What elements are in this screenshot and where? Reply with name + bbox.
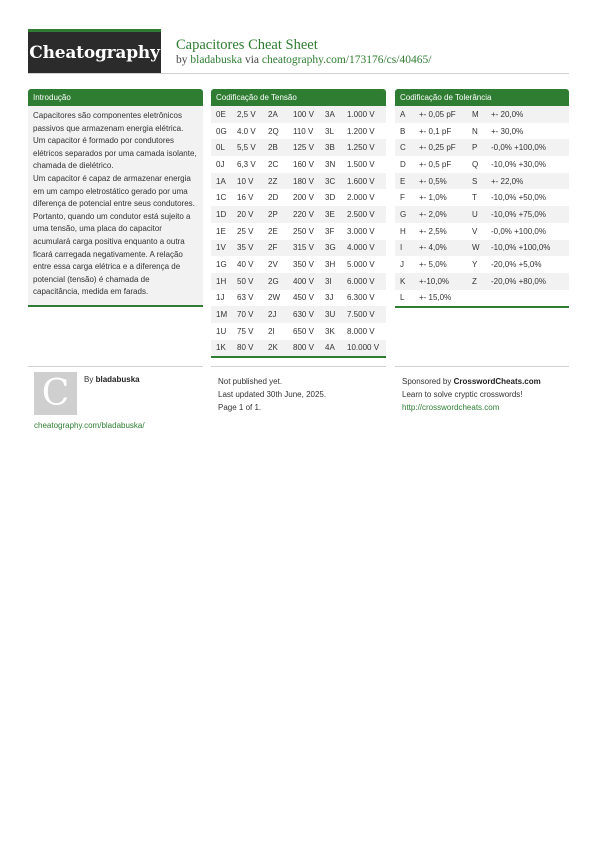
footer-divider <box>395 366 569 367</box>
table-cell: 80 V <box>232 340 263 357</box>
sponsor-url-link[interactable]: http://crosswordcheats.com <box>402 403 500 412</box>
table-cell: 3F <box>320 223 342 240</box>
intro-heading: Introdução <box>28 89 203 106</box>
table-cell: 1.000 V <box>342 106 386 123</box>
table-cell: V <box>467 223 486 240</box>
table-row <box>395 189 569 206</box>
table-cell: 3L <box>320 123 342 140</box>
table-cell: +- 0,25 pF <box>414 139 467 156</box>
table-cell: 3J <box>320 290 342 307</box>
table-cell: 1G <box>211 256 232 273</box>
table-cell: 0L <box>211 139 232 156</box>
table-cell <box>467 290 486 307</box>
table-cell: 7.500 V <box>342 306 386 323</box>
table-cell: +- 22,0% <box>486 173 569 190</box>
header-divider <box>28 73 569 74</box>
table-cell: 0J <box>211 156 232 173</box>
table-row <box>211 323 386 340</box>
table-cell: +- 15,0% <box>414 290 467 307</box>
table-cell: 1K <box>211 340 232 357</box>
table-row <box>395 223 569 240</box>
table-cell: 3D <box>320 189 342 206</box>
table-cell: C <box>395 139 414 156</box>
table-cell: 1.500 V <box>342 156 386 173</box>
table-cell: 2,5 V <box>232 106 263 123</box>
table-cell: 2E <box>263 223 288 240</box>
sponsor-name-link[interactable]: CrosswordCheats.com <box>453 377 541 386</box>
table-row <box>395 123 569 140</box>
cheatography-logo[interactable] <box>28 29 161 73</box>
table-cell: 350 V <box>288 256 320 273</box>
table-cell: 0G <box>211 123 232 140</box>
table-cell: 6.000 V <box>342 273 386 290</box>
table-cell: U <box>467 206 486 223</box>
table-cell: 1C <box>211 189 232 206</box>
table-row <box>395 206 569 223</box>
panel-bottom-rule <box>28 305 203 307</box>
table-cell: 1.200 V <box>342 123 386 140</box>
table-cell: E <box>395 173 414 190</box>
table-cell: L <box>395 290 414 307</box>
panel-bottom-rule <box>395 306 569 308</box>
logo-text: Cheatography <box>29 42 160 63</box>
table-row <box>211 123 386 140</box>
table-row <box>211 173 386 190</box>
table-cell: D <box>395 156 414 173</box>
table-cell: 3A <box>320 106 342 123</box>
table-cell: 10 V <box>232 173 263 190</box>
table-cell: +- 4,0% <box>414 240 467 257</box>
table-cell: 450 V <box>288 290 320 307</box>
tolerance-panel <box>395 89 569 308</box>
table-cell: 220 V <box>288 206 320 223</box>
table-cell: T <box>467 189 486 206</box>
table-cell: 2J <box>263 306 288 323</box>
table-cell: M <box>467 106 486 123</box>
footer-by-label: By <box>84 375 94 384</box>
table-cell: G <box>395 206 414 223</box>
table-cell: S <box>467 173 486 190</box>
table-row <box>211 290 386 307</box>
avatar-letter: C <box>41 372 70 414</box>
table-cell: 5.000 V <box>342 256 386 273</box>
table-cell: 3C <box>320 173 342 190</box>
table-cell: +- 0,05 pF <box>414 106 467 123</box>
table-cell: 2W <box>263 290 288 307</box>
table-cell: 5,5 V <box>232 139 263 156</box>
table-cell: H <box>395 223 414 240</box>
table-row <box>395 139 569 156</box>
table-cell: I <box>395 240 414 257</box>
table-cell: 4.0 V <box>232 123 263 140</box>
table-cell: 2A <box>263 106 288 123</box>
table-cell: 2.000 V <box>342 189 386 206</box>
table-row <box>211 139 386 156</box>
table-row <box>211 106 386 123</box>
author-avatar[interactable] <box>34 372 77 415</box>
intro-panel <box>28 89 203 307</box>
table-cell: 200 V <box>288 189 320 206</box>
table-cell: -10,0% +30,0% <box>486 156 569 173</box>
table-cell: 2G <box>263 273 288 290</box>
table-cell: 1H <box>211 273 232 290</box>
table-cell: 1E <box>211 223 232 240</box>
table-cell: Q <box>467 156 486 173</box>
table-cell: 800 V <box>288 340 320 357</box>
table-cell: 250 V <box>288 223 320 240</box>
table-cell: 3H <box>320 256 342 273</box>
table-cell: 2Q <box>263 123 288 140</box>
table-cell: 50 V <box>232 273 263 290</box>
table-cell: 75 V <box>232 323 263 340</box>
table-cell: 3B <box>320 139 342 156</box>
intro-body <box>28 106 203 305</box>
table-cell: 20 V <box>232 206 263 223</box>
table-cell: 2P <box>263 206 288 223</box>
footer-author <box>84 375 140 384</box>
table-cell: 70 V <box>232 306 263 323</box>
table-cell: 100 V <box>288 106 320 123</box>
page-title: Capacitores Cheat Sheet <box>176 37 318 53</box>
published-status: Not published yet. <box>218 377 283 386</box>
table-cell: 125 V <box>288 139 320 156</box>
table-cell: 3.000 V <box>342 223 386 240</box>
voltage-table <box>211 106 386 356</box>
table-cell: 1M <box>211 306 232 323</box>
table-cell: 10.000 V <box>342 340 386 357</box>
table-row <box>211 306 386 323</box>
table-cell: 315 V <box>288 240 320 257</box>
footer-divider <box>211 366 386 367</box>
table-row <box>211 256 386 273</box>
table-cell: +- 5,0% <box>414 256 467 273</box>
table-cell: 25 V <box>232 223 263 240</box>
table-cell: 2Z <box>263 173 288 190</box>
sheet-url-link[interactable]: cheatography.com/173176/cs/40465/ <box>261 54 432 66</box>
table-cell: -10,0% +50,0% <box>486 189 569 206</box>
intro-paragraph: Capacitores são componentes eletrônicos passivos que armazenam energia elétrica. <box>33 111 184 133</box>
panel-bottom-rule <box>211 356 386 358</box>
table-cell: 3E <box>320 206 342 223</box>
table-row <box>395 273 569 290</box>
table-cell: 1V <box>211 240 232 257</box>
table-cell: 2C <box>263 156 288 173</box>
table-cell: F <box>395 189 414 206</box>
table-cell: 4A <box>320 340 342 357</box>
author-link[interactable]: bladabuska <box>190 54 243 66</box>
publication-info <box>218 375 326 414</box>
page-count: Page 1 of 1. <box>218 403 262 412</box>
author-profile-link[interactable]: cheatography.com/bladabuska/ <box>34 421 145 430</box>
table-row <box>211 340 386 357</box>
table-cell: Y <box>467 256 486 273</box>
table-cell: 2F <box>263 240 288 257</box>
voltage-heading: Codificação de Tensão <box>211 89 386 106</box>
table-cell <box>486 290 569 307</box>
table-cell: +-10,0% <box>414 273 467 290</box>
table-cell: 650 V <box>288 323 320 340</box>
table-cell: 630 V <box>288 306 320 323</box>
table-cell: +- 1,0% <box>414 189 467 206</box>
table-cell: 2B <box>263 139 288 156</box>
table-row <box>395 240 569 257</box>
table-row <box>395 106 569 123</box>
table-cell: 4.000 V <box>342 240 386 257</box>
table-cell: -10,0% +100,0% <box>486 240 569 257</box>
table-cell: 160 V <box>288 156 320 173</box>
table-cell: 40 V <box>232 256 263 273</box>
table-cell: -20,0% +5,0% <box>486 256 569 273</box>
table-cell: 180 V <box>288 173 320 190</box>
table-cell: 400 V <box>288 273 320 290</box>
table-cell: +- 2,0% <box>414 206 467 223</box>
table-cell: 3N <box>320 156 342 173</box>
table-cell: J <box>395 256 414 273</box>
table-cell: 35 V <box>232 240 263 257</box>
table-cell: W <box>467 240 486 257</box>
table-cell: 3I <box>320 273 342 290</box>
table-cell: 8.000 V <box>342 323 386 340</box>
table-cell: -0,0% +100,0% <box>486 139 569 156</box>
table-cell: 0E <box>211 106 232 123</box>
table-row <box>395 290 569 307</box>
table-cell: 3U <box>320 306 342 323</box>
table-row <box>211 206 386 223</box>
table-cell: 1J <box>211 290 232 307</box>
table-row <box>395 156 569 173</box>
footer-divider <box>28 366 203 367</box>
intro-paragraph: Um capacitor é formado por condutores elétricos separados por uma camada isolante, chamada de dielétrico. <box>33 136 197 171</box>
byline <box>176 54 431 66</box>
table-row <box>211 273 386 290</box>
table-cell: K <box>395 273 414 290</box>
table-cell: 6.300 V <box>342 290 386 307</box>
table-row <box>211 223 386 240</box>
table-cell: +- 30,0% <box>486 123 569 140</box>
table-cell: -20,0% +80,0% <box>486 273 569 290</box>
table-cell: A <box>395 106 414 123</box>
table-row <box>211 240 386 257</box>
table-cell: 3K <box>320 323 342 340</box>
intro-paragraph: Um capacitor é capaz de armazenar energia em um campo eletrostático gerado por uma diferença de potencial entre seus condutores. Portanto, quando um condutor está sujeito a uma tensão, uma placa do capacitor acumulará carga positiva enquanto a outra ficará carregada negativamente. A relação entre essa carga elétrica e a diferença de potencial (tensão) é chamada de capacitância, medida em farads. <box>33 173 195 297</box>
voltage-panel <box>211 89 386 358</box>
table-cell: -0,0% +100,0% <box>486 223 569 240</box>
table-cell: 3G <box>320 240 342 257</box>
footer-author-link[interactable]: bladabuska <box>95 375 140 384</box>
table-cell: Z <box>467 273 486 290</box>
table-cell: 1D <box>211 206 232 223</box>
table-cell: -10,0% +75,0% <box>486 206 569 223</box>
table-cell: P <box>467 139 486 156</box>
table-cell: 2D <box>263 189 288 206</box>
table-cell: +- 0,1 pF <box>414 123 467 140</box>
table-cell: 2I <box>263 323 288 340</box>
table-row <box>395 256 569 273</box>
table-cell: 2V <box>263 256 288 273</box>
via-text: via <box>244 54 260 66</box>
sponsor-tagline: Learn to solve cryptic crosswords! <box>402 390 523 399</box>
table-cell: +- 20,0% <box>486 106 569 123</box>
table-cell: 2K <box>263 340 288 357</box>
table-cell: +- 2,5% <box>414 223 467 240</box>
table-cell: 1.250 V <box>342 139 386 156</box>
table-cell: 6,3 V <box>232 156 263 173</box>
table-cell: B <box>395 123 414 140</box>
last-updated: Last updated 30th June, 2025. <box>218 390 327 399</box>
tolerance-heading: Codificação de Tolerância <box>395 89 569 106</box>
sponsor-info <box>402 375 541 414</box>
sponsor-prefix: Sponsored by <box>402 377 452 386</box>
table-cell: 110 V <box>288 123 320 140</box>
table-cell: +- 0,5 pF <box>414 156 467 173</box>
table-cell: 1A <box>211 173 232 190</box>
table-cell: 1U <box>211 323 232 340</box>
table-cell: +- 0,5% <box>414 173 467 190</box>
by-prefix: by <box>176 54 188 66</box>
table-cell: 16 V <box>232 189 263 206</box>
table-cell: N <box>467 123 486 140</box>
table-row <box>211 189 386 206</box>
table-cell: 2.500 V <box>342 206 386 223</box>
table-cell: 63 V <box>232 290 263 307</box>
table-cell: 1.600 V <box>342 173 386 190</box>
table-row <box>211 156 386 173</box>
tolerance-table <box>395 106 569 306</box>
table-row <box>395 173 569 190</box>
